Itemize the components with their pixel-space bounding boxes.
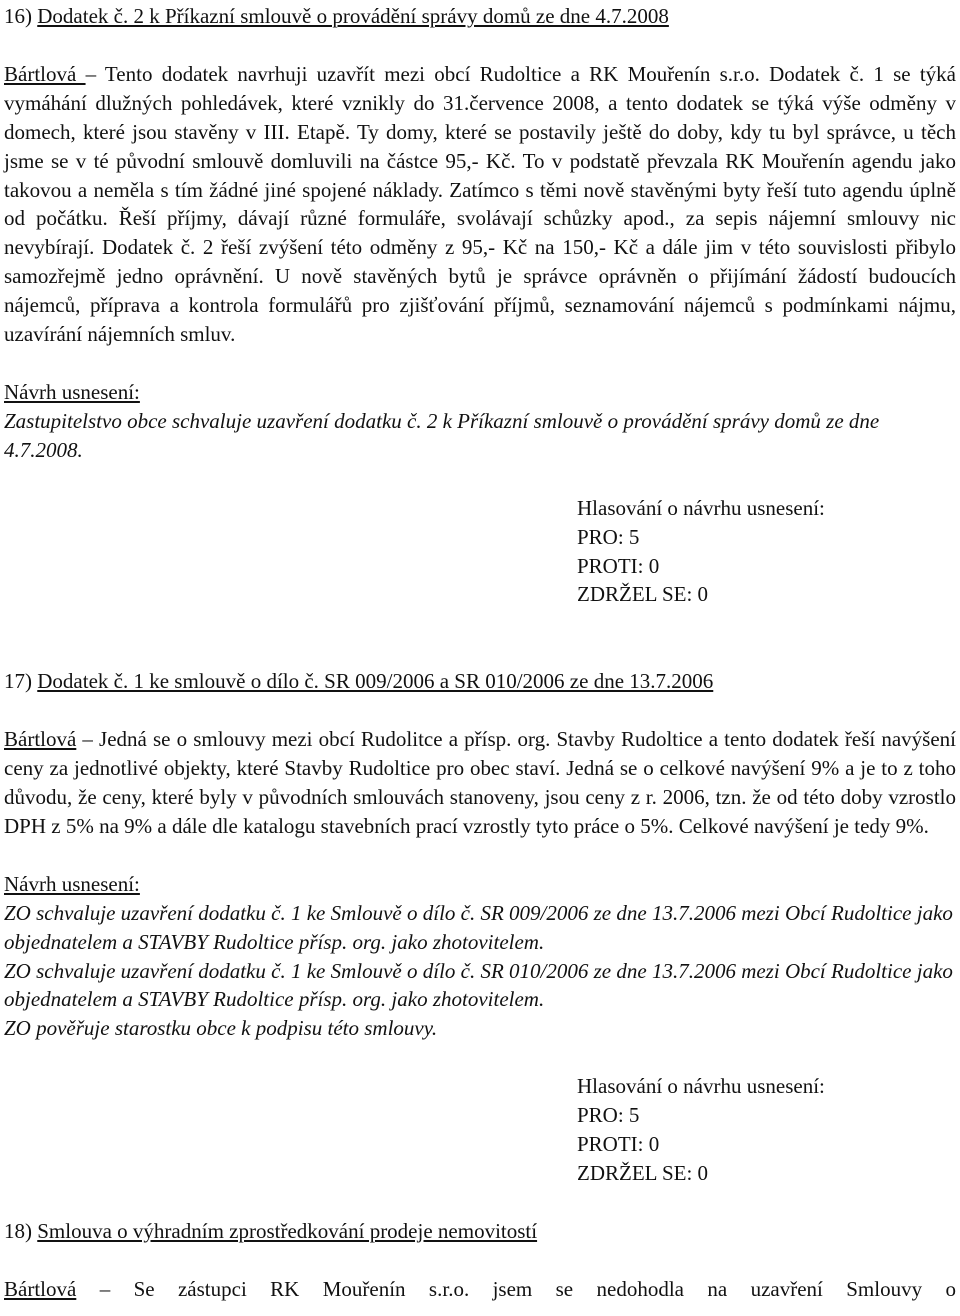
item-17-title: Dodatek č. 1 ke smlouvě o dílo č. SR 009/2006 a SR 010/2006 ze dne 13.7.2006 — [37, 669, 714, 694]
item-16-heading — [4, 2, 956, 31]
item-16-vote — [577, 494, 956, 610]
item-18-title: Smlouva o výhradním zprostředkování prodeje nemovitostí — [37, 1218, 538, 1243]
item-16-number: 16) — [4, 4, 38, 28]
vote-proti: PROTI: 0 — [577, 553, 660, 578]
item-18-discussion — [4, 1275, 956, 1304]
item-17-resolution-3: ZO pověřuje starostku obce k podpisu této smlouvy. — [4, 1016, 438, 1041]
item-17-vote — [577, 1072, 956, 1188]
item-16-resolution: Zastupitelstvo obce schvaluje uzavření dodatku č. 2 k Příkazní smlouvě o provádění správy domů ze dne 4.7.2008. — [4, 408, 880, 462]
item-16-body-2: Ty domy, které se postavily ještě do doby, kdy tu byl správce, u těch jsme se v té původní smlouvě domluvili na částce 95,- Kč. To v podstatě převzala RK Mouřenín agendu jako takovou a neměla s tím žádné jiné spojené náklady. Zatímco s těmi nově stavěnými byty řeší tuto agendu úplně od počátku. Řeší příjmy, dávají různé formuláře, svolávají schůzky apod. — [4, 119, 956, 231]
item-17-resolution-2: ZO schvaluje uzavření dodatku č. 1 ke Smlouvě o dílo č. SR 010/2006 ze dne 13.7.2006 mezi Obcí Rudoltice jako objednatelem a STAVBY Rudoltice přísp. org. jako zhotovitelem. — [4, 958, 953, 1012]
item-16-body-3: , za sepis nájemní smlouvy nic nevybírají. Dodatek č. 2 řeší zvýšení této odměny z 95,- Kč na 150,- Kč a dále jim v této souvislosti přibylo samozřejmě jedno oprávnění. U nově stavěných bytů je správce oprávněn o přijímání žádostí budoucích nájemců, příprava a kontrola formulářů pro zjišťování příjmů, seznamování nájemců s podmínkami nájmu, uzavírání nájemních smluv. — [4, 206, 956, 347]
vote-pro: PRO: 5 — [577, 1103, 640, 1128]
vote-pro: PRO: 5 — [577, 524, 640, 549]
item-16-proposal-label: Návrh usnesení: — [4, 379, 140, 404]
item-18-number: 18) — [4, 1218, 38, 1243]
item-17-speaker: Bártlová — [4, 727, 77, 752]
vote-title: Hlasování o návrhu usnesení: — [577, 495, 825, 520]
item-18-heading — [4, 1217, 956, 1246]
item-17-heading — [4, 667, 956, 696]
item-17-number: 17) — [4, 669, 38, 694]
item-16-discussion — [4, 60, 956, 349]
vote-zdrzel: ZDRŽEL SE: 0 — [577, 582, 709, 607]
vote-proti: PROTI: 0 — [577, 1132, 660, 1157]
item-16-title: Dodatek č. 2 k Příkazní smlouvě o provádění správy domů ze dne 4.7.2008 — [37, 4, 669, 28]
item-17-resolution-1: ZO schvaluje uzavření dodatku č. 1 ke Smlouvě o dílo č. SR 009/2006 ze dne 13.7.2006 mezi Obcí Rudoltice jako objednatelem a STAVBY Rudoltice přísp. org. jako zhotovitelem. — [4, 900, 953, 954]
item-16-body-1: – Tento dodatek navrhuji uzavřít mezi obcí Rudoltice a RK Mouřenín s.r.o. Dodatek č. 1 se týká vymáhání dlužných pohledávek, které vznikly do 31.července 2008, a tento dodatek se týká výše odměny v domech, které jsou stavěny v III. Etapě. — [4, 61, 956, 144]
item-17-proposal-label: Návrh usnesení: — [4, 871, 140, 896]
item-16-speaker: Bártlová — [4, 61, 86, 86]
vote-title: Hlasování o návrhu usnesení: — [577, 1074, 825, 1099]
document-page — [4, 2, 956, 1304]
item-17-discussion — [4, 725, 956, 841]
vote-zdrzel: ZDRŽEL SE: 0 — [577, 1161, 709, 1185]
item-18-body: – Se zástupci RK Mouřenín s.r.o. jsem se nedohodla na uzavření Smlouvy o — [76, 1276, 956, 1301]
item-18-speaker: Bártlová — [4, 1276, 77, 1301]
item-17-body: – Jedná se o smlouvy mezi obcí Rudolitce a přísp. org. Stavby Rudoltice a tento dodatek řeší navýšení ceny za jednotlivé objekty, které Stavby Rudoltice pro obec staví. Jedná se o celkové navýšení 9% a je to z toho důvodu, že ceny, které byly v původních smlouvách stanoveny, jsou ceny z r. 2006, tzn. že od této doby vzrostlo DPH z 5% na 9% a dále dle katalogu stavebních prací vzrostly tyto práce o 5%. Celkové navýšení je tedy 9%. — [4, 727, 956, 838]
